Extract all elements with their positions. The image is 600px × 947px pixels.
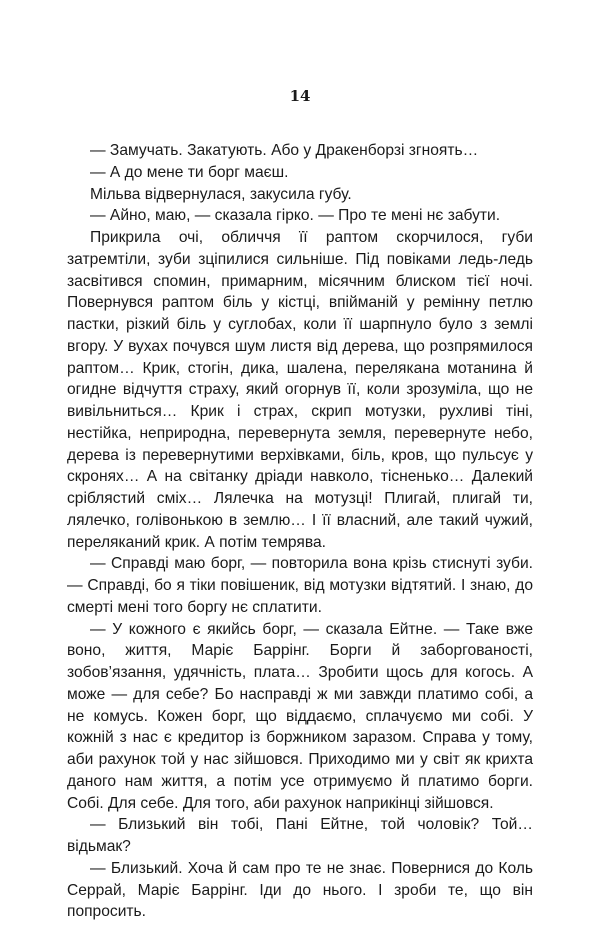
paragraph: — Близький він тобі, Пані Ейтне, той чоловік? Той… відьмак? [67,816,533,855]
body-text [67,140,533,923]
paragraph: Прикрила очі, обличчя її раптом скорчилося, губи затремтіли, зуби зціпилися сильніше. Під повіками ледь-ледь засвітився спомин, примарним, місячним блиском тієї ночі. Повернувся раптом біль у кістці, впійманій у ремінну петлю пастки, різкий біль у суглобах, коли її шарпнуло було з землі вгору. У вухах почувся шум листя від дерева, що розпрямилося раптом… Крик, стогін, дика, шалена, перелякана мотанина й огидне відчуття страху, який огорнув її, коли зрозуміла, що не вивільниться… Крик і страх, скрип мотузки, рухливі тіні, нестійка, неприродна, перевернута земля, перевернуте небо, дерева із перевернутими верхівками, біль, кров, що пульсує у скронях… А на світанку дріади навколо, тісненько… Далекий сріблястий сміх… Лялечка на мотузці! Плигай, плигай ти, лялечко, голівонькою в землю… І її власний, але такий чужий, переляканий крик. А потім темрява. [67,229,533,551]
paragraph: — У кожного є якийсь борг, — сказала Ейтне. — Таке вже воно, життя, Маріє Баррінг. Борги й заборгованості, зобов’язання, удячність, плата… Зробити щось для когось. А може — для себе? Бо насправді ж ми завжди платимо собі, а не комусь. Кожен борг, що віддаємо, сплачуємо ми собі. У кожній з нас є кредитор із боржником заразом. Справа у тому, аби рахунок той у нас зійшовся. Приходимо ми у світ як крихта даного нам життя, а потім усе отримуємо й платимо борги. Собі. Для себе. Для того, аби рахунок наприкінці зійшовся. [67,620,533,812]
paragraph: — Замучать. Закатують. Або у Дракенборзі згноять… [90,142,479,159]
paragraph: — Близький. Хоча й сам про те не знає. Повернися до Коль Серрай, Маріє Баррінг. Іди до нього. І зроби те, що він попросить. [67,859,533,921]
paragraph: Мільва відвернулася, закусила губу. [90,185,352,203]
paragraph: — Справді маю борг, — повторила вона крізь стиснуті зуби. — Справді, бо я тіки повішеник, від мотузки відтятий. І знаю, до смерті мені того боргу нє сплатити. [67,555,533,616]
paragraph: — А до мене ти борг маєш. [90,163,289,181]
paragraph: — Айно, маю, — сказала гірко. — Про те мені нє забути. [90,207,501,225]
page-number: 14 [289,87,311,105]
